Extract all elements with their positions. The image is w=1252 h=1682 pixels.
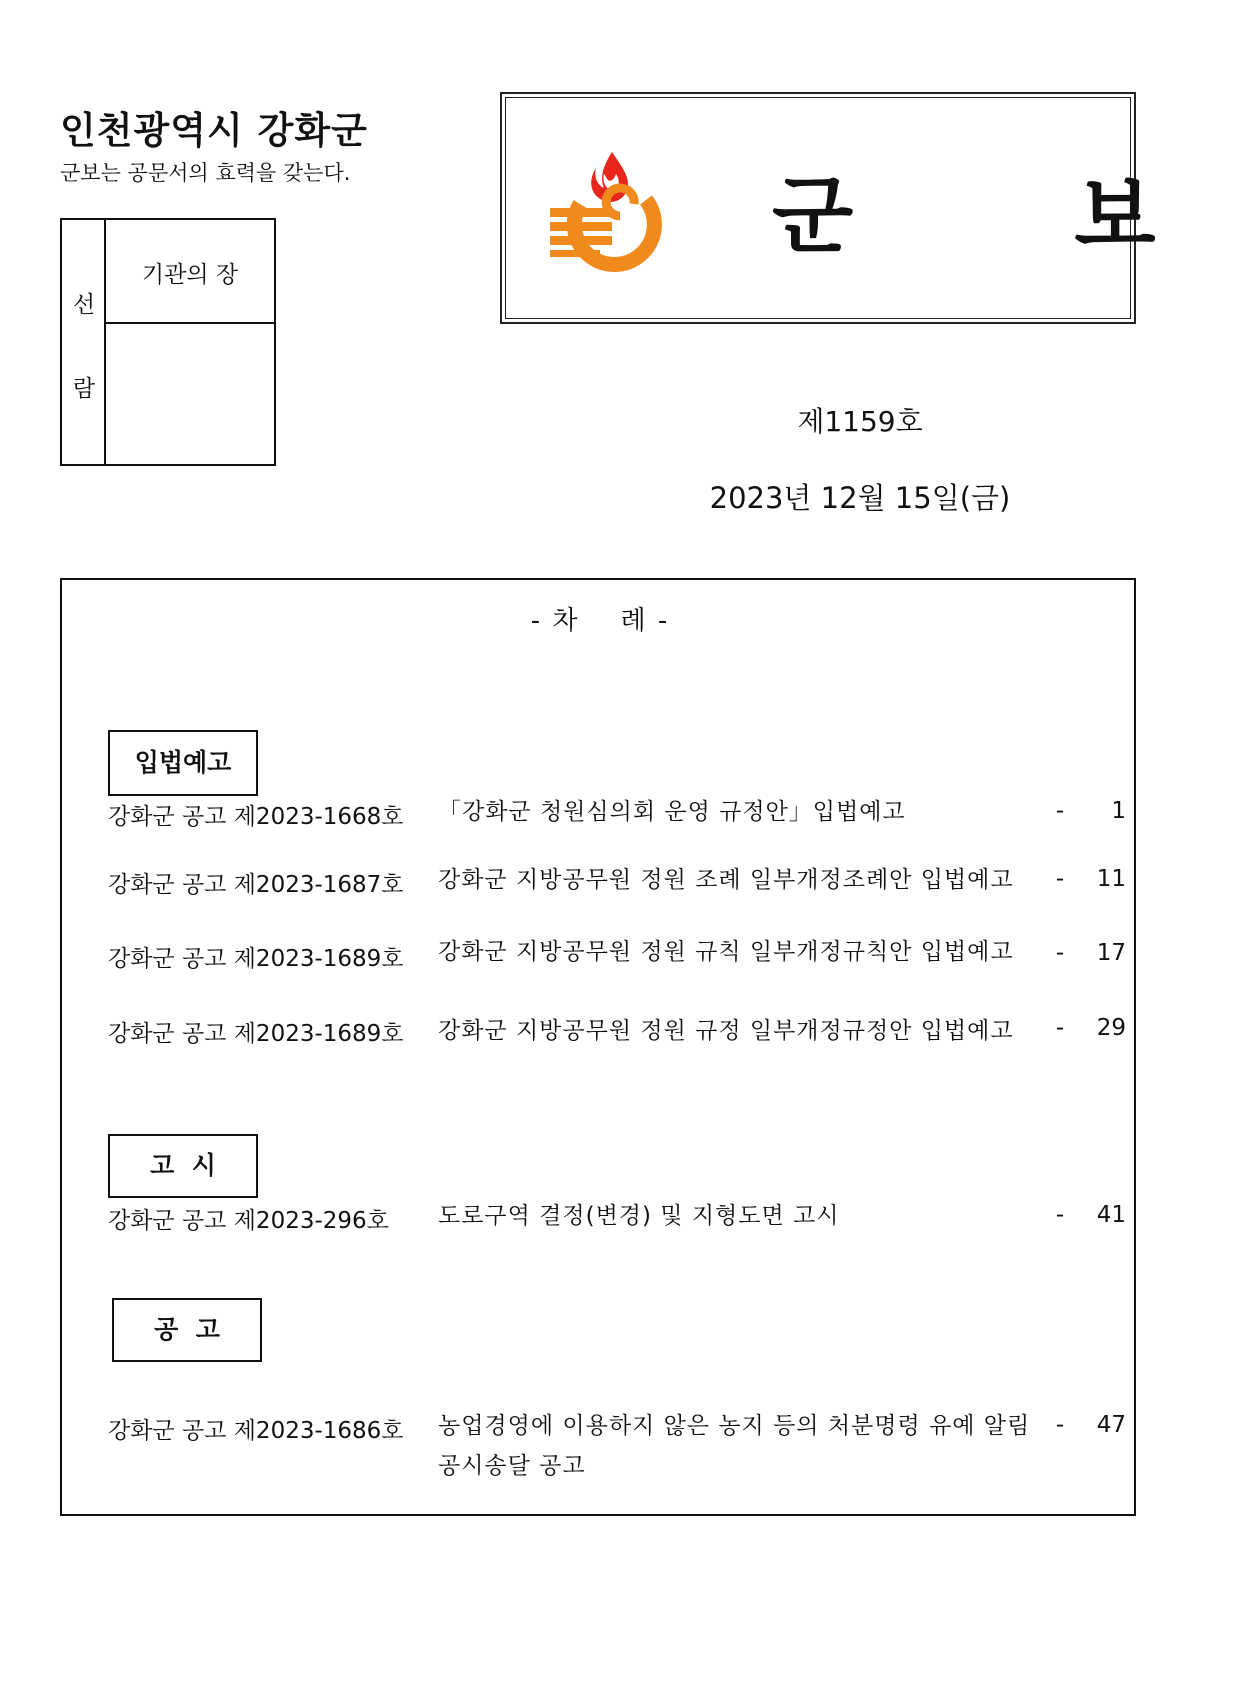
entry-dash: - <box>1055 1412 1065 1438</box>
section-label-public-notice: 고 시 <box>108 1134 258 1198</box>
review-head-label: 기관의 장 <box>106 220 274 324</box>
entry-dash: - <box>1055 1202 1065 1228</box>
entry-number: 강화군 공고 제2023-1689호 <box>108 946 404 972</box>
effect-notice: 군보는 공문서의 효력을 갖는다. <box>60 161 351 185</box>
entry-number: 강화군 공고 제2023-1687호 <box>108 872 404 898</box>
bulletin-title: 군 보 <box>772 167 1252 265</box>
county-emblem-icon <box>544 134 674 274</box>
entry-number: 강화군 공고 제2023-1668호 <box>108 804 404 830</box>
entry-page: 1 <box>1111 798 1126 824</box>
toc-title: - 차 례 - <box>530 606 670 636</box>
entry-title: 농업경영에 이용하지 않은 농지 등의 처분명령 유예 알림 공시송달 공고 <box>438 1413 1031 1479</box>
entry-title: 「강화군 청원심의회 운영 규정안」입법예고 <box>438 799 906 825</box>
entry-number: 강화군 공고 제2023-296호 <box>108 1208 389 1234</box>
organization-name: 인천광역시 강화군 <box>60 109 368 152</box>
review-side-column <box>62 220 106 464</box>
entry-page: 11 <box>1096 866 1126 892</box>
table-of-contents <box>60 578 1136 1516</box>
entry-number: 강화군 공고 제2023-1686호 <box>108 1418 404 1444</box>
entry-dash: - <box>1055 798 1065 824</box>
review-box <box>60 218 276 466</box>
entry-title: 강화군 지방공무원 정원 조례 일부개정조례안 입법예고 <box>438 867 1014 893</box>
entry-page: 17 <box>1096 940 1126 966</box>
issue-date: 2023년 12월 15일(금) <box>709 481 1011 515</box>
review-label-1: 선 <box>72 292 96 318</box>
entry-dash: - <box>1055 866 1065 892</box>
entry-title: 강화군 지방공무원 정원 규칙 일부개정규칙안 입법예고 <box>438 939 1014 965</box>
entry-title: 도로구역 결정(변경) 및 지형도면 고시 <box>438 1203 840 1229</box>
review-label-2: 람 <box>72 376 96 402</box>
entry-dash: - <box>1055 1015 1065 1041</box>
issue-number: 제1159호 <box>797 405 923 438</box>
entry-title: 강화군 지방공무원 정원 규정 일부개정규정안 입법예고 <box>438 1018 1014 1044</box>
entry-page: 41 <box>1096 1202 1126 1228</box>
entry-number: 강화군 공고 제2023-1689호 <box>108 1021 404 1047</box>
section-label-announcement: 공 고 <box>112 1298 262 1362</box>
masthead <box>500 92 1252 324</box>
section-label-legislative-notice: 입법예고 <box>108 730 258 796</box>
entry-page: 47 <box>1096 1412 1126 1438</box>
entry-dash: - <box>1055 940 1065 966</box>
entry-page: 29 <box>1096 1015 1126 1041</box>
